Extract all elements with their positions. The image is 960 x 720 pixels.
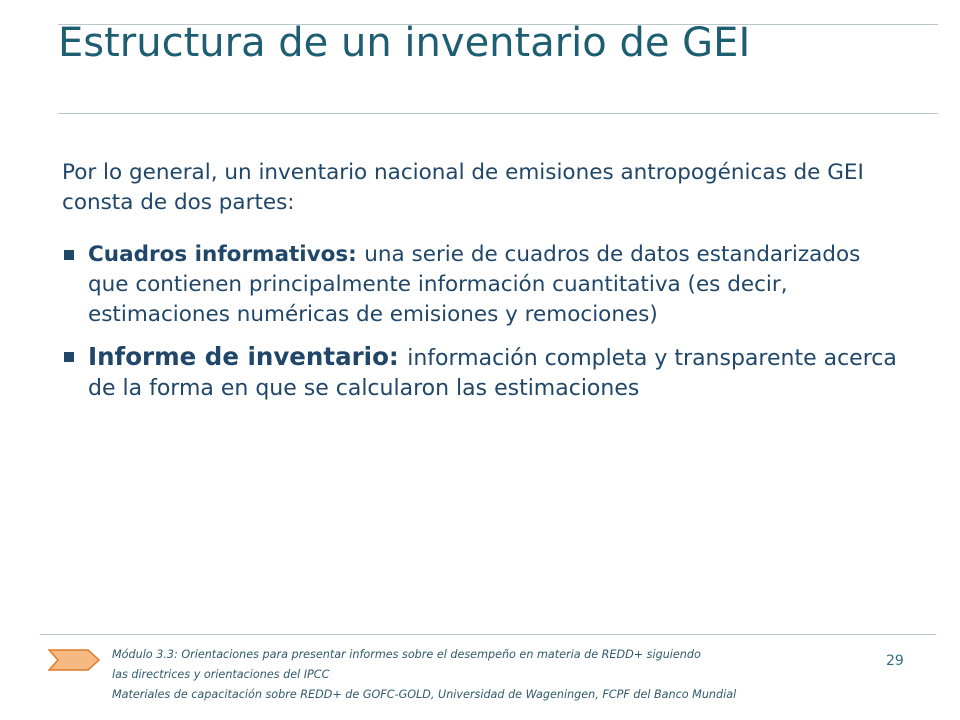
square-bullet-icon: [64, 352, 74, 362]
bullet-text: una serie de cuadros de datos estandarizados que contienen principalmente información cuantitativa (es decir, estimaciones numéricas de emisiones y remociones): [88, 242, 861, 327]
bullet-text: información completa y transparente acerca de la forma en que se calcularon las estimaciones: [88, 346, 897, 401]
page-number: 29: [886, 653, 904, 669]
footer-line: Materiales de capacitación sobre REDD+ de GOFC-GOLD, Universidad de Wageningen, FCPF del Banco Mundial: [112, 688, 737, 701]
arrow-tag-icon: [48, 649, 100, 671]
title-rule: [58, 113, 938, 114]
slide-title: Estructura de un inventario de GEI: [58, 20, 751, 66]
bullet-list: [62, 240, 902, 404]
footer-line: las directrices y orientaciones del IPCC: [112, 668, 330, 681]
bullet-lead: Cuadros informativos:: [88, 242, 365, 267]
footer-credits: [112, 645, 912, 705]
bullet-cuadros: [62, 240, 902, 330]
square-bullet-icon: [64, 250, 74, 260]
bullet-lead: Informe de inventario:: [88, 342, 408, 371]
footer-line: Módulo 3.3: Orientaciones para presentar informes sobre el desempeño en materia de REDD+ siguiendo: [112, 648, 701, 661]
bullet-informe: [62, 342, 902, 404]
footer-rule: [40, 634, 936, 635]
intro-text: Por lo general, un inventario nacional de emisiones antropogénicas de GEI consta de dos partes:: [62, 160, 864, 215]
